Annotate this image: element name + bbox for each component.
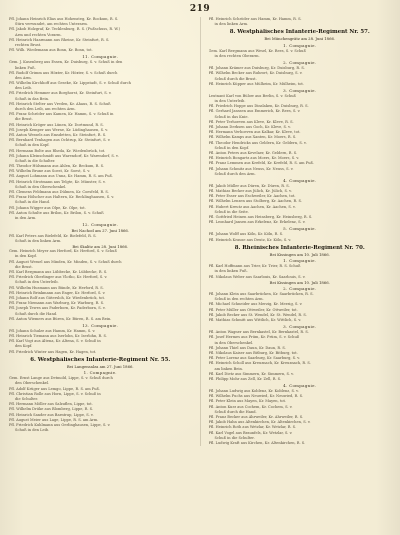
entry-continuation-line: Schuß in den linken Arm. xyxy=(15,238,62,243)
battle-date-subheading: Bei Kissingen am 10. Juli 1866. xyxy=(269,251,330,257)
casualty-entry-line: Pfl. Clemens Feldmann aus Dülmen, Kr. Coesfeld, R. S. xyxy=(9,190,109,194)
entry-continuation-line: den Kopf. xyxy=(15,344,33,349)
casualty-entry-line: Pfl. Josef Hermes aus Prüm, Kr. Prüm, S. v. Schuß xyxy=(208,335,300,340)
casualty-entry-line: Pfl. Joseph Tewes aus Paderborn, Kr. Paderborn, S. v. xyxy=(9,306,106,311)
casualty-entry-line: Pfl. Heinrich Krause aus Deutz, Kr. Köln, S. v. xyxy=(208,237,292,242)
casualty-entry-line: Pfl. Karl Bergmann aus Lübbecke, Kr. Lübbecke, R. S. xyxy=(9,270,108,275)
entry-continuation-line: Schuß durch die Hand. xyxy=(15,311,58,316)
entry-continuation-line: Schuß in den Leib. xyxy=(15,428,50,433)
company-heading: 13. Compagnie. xyxy=(82,322,119,328)
entry-continuation-line: in den linken Arm. xyxy=(214,22,249,27)
casualty-entry-line: Pfl. Heinrich Küpper aus Mülheim, Kr. Mülheim, tot. xyxy=(208,81,304,86)
casualty-entry-line: Pfl. Franz Hölscher aus Haltern, Kr. Recklinghausen, S. v. xyxy=(9,195,115,200)
casualty-entry-line: Pfl. Ludwig Kraft aus Kirchen, Kr. Altenkirchen, R. S. xyxy=(208,440,306,445)
casualty-entry-line: Pfl. August Wessel aus Minden, Kr. Minden, S. v. Schuß durch xyxy=(9,259,122,264)
casualty-entry-line: Pfl. Johann Wigger aus Olpe, Kr. Olpe, tot. xyxy=(9,205,86,210)
casualty-entry-line: Pfl. Franz Schröder aus Kamen, Kr. Hamm, S. v. Schuß in xyxy=(9,112,114,117)
casualty-entry-line: Pfl. Karl Peters aus Bielefeld, Kr. Bielefeld, R. S. xyxy=(9,233,97,238)
casualty-entry-line: Pfl. Johann Thiel aus Daun, Kr. Daun, R. S. xyxy=(208,345,286,350)
casualty-entry-line: Pfl. Wilhelm Becker aus Ruhrort, Kr. Duisburg, S. v. xyxy=(208,71,303,76)
casualty-entry-line: Pfl. Heinrich Stelter aus Vreden, Kr. Ahaus, R. S. Schuß xyxy=(9,101,111,106)
casualty-entry-line: Pfl. Johann Derksen aus Goch, Kr. Kleve, S. v. xyxy=(208,125,291,130)
company-heading: 5. Compagnie. xyxy=(283,226,317,232)
entry-continuation-line: den Arm. xyxy=(15,75,32,80)
casualty-entry-line: Gem. Heinrich Meyer aus Herford, Kr. Herford, S. v. Schuß xyxy=(9,249,117,254)
battle-date-subheading: Bei Langensalza am 27. Juni 1866. xyxy=(66,363,134,369)
casualty-entry-line: Pfl. Friedrich Hoppe aus Dinslaken, Kr. Duisburg, R. S. xyxy=(208,104,309,109)
casualty-entry-line: Pfl. Adolf Krüger aus Lemgo, Lippe, R. S. am Fuß. xyxy=(9,386,101,391)
entry-continuation-line: Schuß durch die Brust. xyxy=(214,76,257,81)
casualty-entry-line: Pfl. Friedrich Hemmer aus Borghorst, Kr. Steinfurt, S. v. xyxy=(9,91,112,96)
casualty-entry-line: Pfl. Jakob Holzgraf, Kr. Tecklenburg, R. S. (Fußschuss, R. W.) xyxy=(9,27,120,32)
casualty-entry-line: Pfl. Hubert Kreutz aus Aachen, Kr. Aachen, S. v. xyxy=(208,204,296,209)
company-heading: 2. Compagnie. xyxy=(283,286,317,292)
casualty-entry-line: Pfl. Johann Krämer aus Duisburg, Kr. Duisburg, R. S. xyxy=(208,66,305,71)
entry-continuation-line: den Leib. xyxy=(15,86,32,91)
casualty-entry-line: Pfl. Nikolaus Weber aus Saarlouis, Kr. Saarlouis, S. v. xyxy=(208,274,306,279)
casualty-entry-line: Pfl. Johann Klein aus Saarbrücken, Kr. Saarbrücken, R. S. xyxy=(208,292,314,297)
casualty-entry-line: Pfl. Rudolf Grimm aus Höxter, Kr. Höxter, S. v. Schuß durch xyxy=(9,70,118,75)
casualty-entry-line: Pfl. Anton Wagner aus Bernkastel, Kr. Bernkastel, R. S. xyxy=(208,330,309,335)
entry-continuation-line: Schuß in den Kopf. xyxy=(214,145,250,150)
company-heading: 1. Compagnie. xyxy=(83,370,117,376)
entry-continuation-line: in den linken Fuß. xyxy=(214,269,248,274)
casualty-entry-line: Pfl. Gerhard Janssen aus Emmerich, Kr. Rees, S. v. xyxy=(208,109,301,114)
casualty-entry-line: Pfl. Heinrich Brinkmann aus Enger, Kr. Herford, S. v. xyxy=(9,290,106,295)
casualty-entry-line: Pfl. Jakob Becker aus St. Wendel, Kr. St. Wendel, R. S. xyxy=(208,312,307,317)
entry-continuation-line: am linken Bein. xyxy=(214,366,243,371)
casualty-entry-line: Pfl. Peter Müller aus Ottweiler, Kr. Ottweiler, tot. xyxy=(208,307,298,312)
entry-continuation-line: Schuß in die Schulter. xyxy=(15,158,56,163)
casualty-entry-line: Pfl. Heinrich Roth aus Wetzlar, Kr. Wetzlar, R. S. xyxy=(208,425,297,430)
casualty-entry-line: Gem. J. Kusenberg aus Essen, Kr. Duisburg, S. v. Schuß in den xyxy=(9,60,123,65)
casualty-entry-line: Pfl. Wilhelm Kamps aus Xanten, Kr. Moers, R. S. xyxy=(208,135,297,140)
casualty-entry-line: Pfl. Karl Dietz aus Simmern, Kr. Simmern, S. v. xyxy=(208,371,294,376)
entry-continuation-line: linken Fuß. xyxy=(15,65,36,70)
casualty-entry-line: Pfl. Johann Ludwig aus Koblenz, Kr. Koblenz, S. v. xyxy=(208,389,299,394)
entry-continuation-line: in den Unterleib. xyxy=(214,99,246,104)
entry-continuation-line: rechten Brust. xyxy=(15,42,42,47)
entry-continuation-line: Schuß in die Schulter. xyxy=(214,435,255,440)
casualty-entry-line: Pfl. Heinrich Schröder aus Hamm, Kr. Hamm, R. S. xyxy=(208,17,302,21)
casualty-entry-line: Pfl. Heinrich Sander aus Barntrup, Lippe, S. v. xyxy=(9,412,94,417)
entry-continuation-line: durch den Leib, am rechten Arm. xyxy=(15,107,76,111)
company-heading: 2. Compagnie. xyxy=(283,60,317,66)
casualty-entry-line: Pfl. Johann Kleinschmidt aus Warendorf, Kr. Warendorf, S. v. xyxy=(9,153,119,158)
casualty-entry-line: Pfl. Joseph Kemper aus Werne, Kr. Lüdinghausen, S. v. xyxy=(9,127,109,132)
casualty-entry-line: Pfl. Karl Hoffmann aus Trier, Kr. Trier, R. S. Schuß xyxy=(208,264,301,269)
entry-continuation-line: in den Arm. xyxy=(15,215,37,220)
casualty-entry-line: Pfl. Franz Becker aus Ahrweiler, Kr. Ahrweiler, R. S. xyxy=(208,415,304,420)
casualty-entry-line: Pfl. Franz Niemann aus Warburg, Kr. Warburg, R. S. xyxy=(9,301,105,306)
casualty-entry-line: Pfl. Theodor Hülsmann aus Ahlen, Kr. Beckum, R. S. xyxy=(9,164,105,169)
left-column xyxy=(9,17,192,446)
casualty-entry-line: Pfl. Jakob Hahn aus Altenkirchen, Kr. Altenkirchen, S. v. xyxy=(208,420,311,425)
entry-continuation-line: Schuß in den Kopf. xyxy=(15,143,50,148)
entry-continuation-line: die Brust. xyxy=(15,264,33,269)
company-heading: 3. Compagnie. xyxy=(283,87,317,93)
casualty-entry-line: Pfl. August Meier aus Lage, Lippe, R. S. am Arm. xyxy=(9,417,99,422)
casualty-entry-line: Pfl. Johann Heinrich Elias aus Hohensteg, Kr. Bockum, R. S. xyxy=(9,17,119,21)
casualty-entry-line: Pfl. Hermann Verhoeven aus Kalkar, Kr. Kleve, tot. xyxy=(208,130,301,135)
casualty-entry-line: Pfl. Anton Wessels aus Emsdetten, Kr. Steinfurt, R. S. xyxy=(9,132,107,137)
casualty-entry-line: Pfl. Johann Schulze aus Hamm, Kr. Hamm, S. v. xyxy=(9,328,96,333)
casualty-entry-line: Pfl. Leonhard Jansen aus Erkelenz, Kr. Erkelenz, S. v. xyxy=(208,220,306,225)
casualty-entry-line: Pfl. Gottfried Heinen aus Heinsberg, Kr. Heinsberg, R. S. xyxy=(208,215,313,220)
battle-date-subheading: Bei Nachod am 27. Juni 1866. xyxy=(71,228,130,234)
entry-continuation-line: Schuß durch die Hand. xyxy=(214,409,257,414)
entry-continuation-line: Schuß durch den Arm. xyxy=(214,171,256,176)
casualty-entry-line: Pfl. Karl Vogel aus Braunfels, Kr. Wetzlar, S. v. xyxy=(208,430,293,435)
casualty-entry-line: Pfl. Michael Schneider aus Merzig, Kr. Merzig, S. v. xyxy=(208,302,303,307)
casualty-entry-line: Pfl. Peter Terhoeven aus Kleve, Kr. Kleve, R. S. xyxy=(208,119,294,124)
casualty-entry-line: Pfl. August Lohmann aus Unna, Kr. Hamm, R. S. am Fuß. xyxy=(9,174,114,179)
casualty-entry-line: Pfl. Bernhard Tenhagen aus Ochtrup, Kr. Steinfurt, S. v. xyxy=(9,138,111,143)
casualty-entry-line: Pfl. Philipp Mohr aus Zell, Kr. Zell, R. S. xyxy=(208,376,282,381)
casualty-entry-line: Gem. Karl Bergmann aus Wesel, Kr. Rees, S. v. Schuß xyxy=(208,48,306,53)
casualty-entry-line: Pfl. Jakob Müller aus Düren, Kr. Düren, R. S. xyxy=(208,183,290,188)
casualty-entry-line: Pfl. Wilhelm Fuchs aus Neuwied, Kr. Neuwied, R. S. xyxy=(208,394,304,399)
company-heading: 3. Compagnie. xyxy=(283,324,317,330)
casualty-entry-line: Pfl. Peter Klein aus Mayen, Kr. Mayen, tot. xyxy=(208,399,287,404)
casualty-entry-line: Pfl. Peter Esser aus Eschweiler, Kr. Aachen, tot. xyxy=(208,194,296,199)
battle-date-subheading: Bei Skalitz am 28. Juni 1866. xyxy=(72,243,129,249)
casualty-entry-line: Pfl. Theodor Hendricks aus Geldern, Kr. Geldern, S. v. xyxy=(208,140,307,145)
company-heading: 4. Compagnie. xyxy=(283,177,317,183)
entry-continuation-line: in den Oberschenkel. xyxy=(214,340,254,345)
casualty-entry-line: Pfl. Johann Rolf aus Gütersloh, Kr. Wiedenbrück, tot. xyxy=(9,295,106,300)
casualty-entry-line: Pfl. Friedrich Kuhlmann aus Oerlinghausen, Lippe, S. v. xyxy=(9,422,111,427)
entry-continuation-line: Stirn verwundet, am rechten Unterarm. xyxy=(15,22,88,27)
regiment-heading: 8. Rheinisches Infanterie-Regiment Nr. 70. xyxy=(234,244,365,251)
right-column xyxy=(209,17,392,446)
casualty-entry-line: Pfl. Heinrich Bongartz aus Moers, Kr. Moers, S. v. xyxy=(208,156,300,161)
casualty-entry-line: Pfl. Wilhelm Husmann aus Bünde, Kr. Herford, R. S. xyxy=(9,285,104,290)
casualty-entry-line: Pfl. Hermann Bolte aus Rheda, Kr. Wiedenbrück, tot. xyxy=(9,148,106,153)
company-heading: 12. Compagnie. xyxy=(82,222,119,228)
casualty-entry-line: Pfl. Anton Kurz aus Cochem, Kr. Cochem, S. v. xyxy=(208,404,293,409)
entry-continuation-line: Schuß in die Seite. xyxy=(214,209,249,214)
casualty-entry-line: Pfl. Wilhelm Drüke aus Blomberg, Lippe, R. S. xyxy=(9,407,94,412)
entry-continuation-line: Schuß in den rechten Arm. xyxy=(214,297,264,302)
company-heading: 1. Compagnie. xyxy=(283,258,317,264)
casualty-entry-line: Gem. Ernst Lange aus Detmold, Lippe, S. v. Schuß durch xyxy=(9,376,113,381)
casualty-entry-line: Pfl. Heinrich Kröger aus Lünen, Kr. Dortmund, R. S. xyxy=(9,122,104,127)
company-heading: 11. Compagnie. xyxy=(82,54,119,60)
entry-continuation-line: Schuß in den Oberschenkel. xyxy=(15,184,67,189)
casualty-entry-line: Pfl. Wilh. Wiedemann aus Bonn, Kr. Bonn, tot. xyxy=(9,48,93,53)
casualty-entry-line: Pfl. Karl Vogt aus Altena, Kr. Altena, S. v. Schuß in xyxy=(9,339,101,344)
casualty-entry-line: Pfl. Wilhelm Brune aus Soest, Kr. Soest, S. v. xyxy=(9,169,91,174)
casualty-entry-line: Pfl. Heinrich Scholl aus Kreuznach, Kr. Kreuznach, R. S. xyxy=(208,361,311,366)
casualty-entry-line: Pfl. Hermann Möller aus Salzuflen, Lippe, tot. xyxy=(9,402,93,407)
battle-date-subheading: Bei Münchengrätz am 28. Juni 1866. xyxy=(264,36,336,42)
casualty-entry-line: Pfl. Heinrich Haarmann aus Rheine, Kr. Steinfurt, R. S. xyxy=(9,37,110,42)
regiment-heading: 6. Westphälisches Infanterie-Regiment Nr. 55. xyxy=(30,356,171,363)
columns xyxy=(9,17,391,446)
entry-continuation-line: Schuß in die Hand. xyxy=(15,200,51,205)
casualty-entry-line: Pfl. Anton Schulte aus Brilon, Kr. Brilon, S. v. Schuß xyxy=(9,210,104,215)
casualty-entry-line: Pfl. Wilhelm Lenzen aus Stolberg, Kr. Aachen, R. S. xyxy=(208,199,302,204)
casualty-entry-line: Pfl. Anton Wiemers aus Büren, Kr. Büren, R. S. am Bein. xyxy=(9,316,112,321)
page-number: 219 xyxy=(189,4,211,14)
entry-continuation-line: in den Kopf. xyxy=(15,254,37,259)
casualty-entry-line: Pfl. Friedrich Winter aus Hagen, Kr. Hagen, tot. xyxy=(9,349,97,354)
entry-continuation-line: Schuß in den Unterleib. xyxy=(15,280,59,285)
battle-date-subheading: Bei Kissingen am 10. Juli 1866. xyxy=(269,279,330,285)
entry-continuation-line: die Schulter. xyxy=(15,396,39,401)
company-heading: 1. Compagnie. xyxy=(283,42,317,48)
casualty-entry-line: Pfl. Christian Rolle aus Horn, Lippe, S. v. Schuß in xyxy=(9,391,101,396)
column-divider xyxy=(200,17,201,446)
casualty-entry-line: Pfl. Friedrich Oberlinger aus Vlotho, Kr. Herford, S. v. xyxy=(9,275,108,280)
casualty-entry-line: Pfl. Johann Schmitz aus Neuss, Kr. Neuss, S. v. xyxy=(208,166,294,171)
entry-continuation-line: Schuß in das Bein. xyxy=(15,96,50,101)
casualty-entry-line: Pfl. Wilhelm Kirchhoff aus Geseke, Kr. Lippstadt, S. v. Schuß durch xyxy=(9,81,131,86)
entry-continuation-line: die Brust. xyxy=(15,117,33,122)
casualty-entry-line: Pfl. Heinrich Tiemann aus Iserlohn, Kr. Iserlohn, R. S. xyxy=(9,334,108,339)
casualty-entry-line: Pfl. Franz Lemmen aus Krefeld, Kr. Krefeld, R. S. am Fuß. xyxy=(208,161,315,166)
casualty-entry-line: Pfl. Mathias Becker aus Jülich, Kr. Jülich, S. v. xyxy=(208,189,292,194)
casualty-entry-line: Pfl. Peter Lorenz aus Saarburg, Kr. Saarburg, S. v. xyxy=(208,356,301,361)
entry-continuation-line: Arm und rechten Vorarm. xyxy=(15,32,62,37)
casualty-entry-line: Pfl. Anton Peters aus Kevelaer, Kr. Geldern, R. S. xyxy=(208,150,298,155)
regiment-heading: 8. Westphälisches Infanterie-Regiment Nr. 57. xyxy=(229,29,370,36)
entry-continuation-line: in den rechten Oberarm. xyxy=(214,53,260,58)
entry-continuation-line: den Oberschenkel. xyxy=(15,381,50,386)
casualty-entry-line: Pfl. Mathias Schmitt aus Wittlich, Kr. Wittlich, S. v. xyxy=(208,318,302,323)
entry-continuation-line: Schuß in das Knie. xyxy=(214,114,249,119)
casualty-entry-line: Leutnant Karl von Bülow aus Berlin, S. v. Schuß xyxy=(208,93,296,98)
company-heading: 4. Compagnie. xyxy=(283,383,317,389)
casualty-entry-line: Pfl. Heinrich Strotmann aus Telgte, Kr. Münster, S. v. xyxy=(9,179,106,184)
casualty-entry-line: Pfl. Johann Wolff aus Köln, Kr. Köln, R. S. xyxy=(208,232,284,237)
casualty-entry-line: Pfl. Nikolaus Kaiser aus Bitburg, Kr. Bitburg, tot. xyxy=(208,350,298,355)
